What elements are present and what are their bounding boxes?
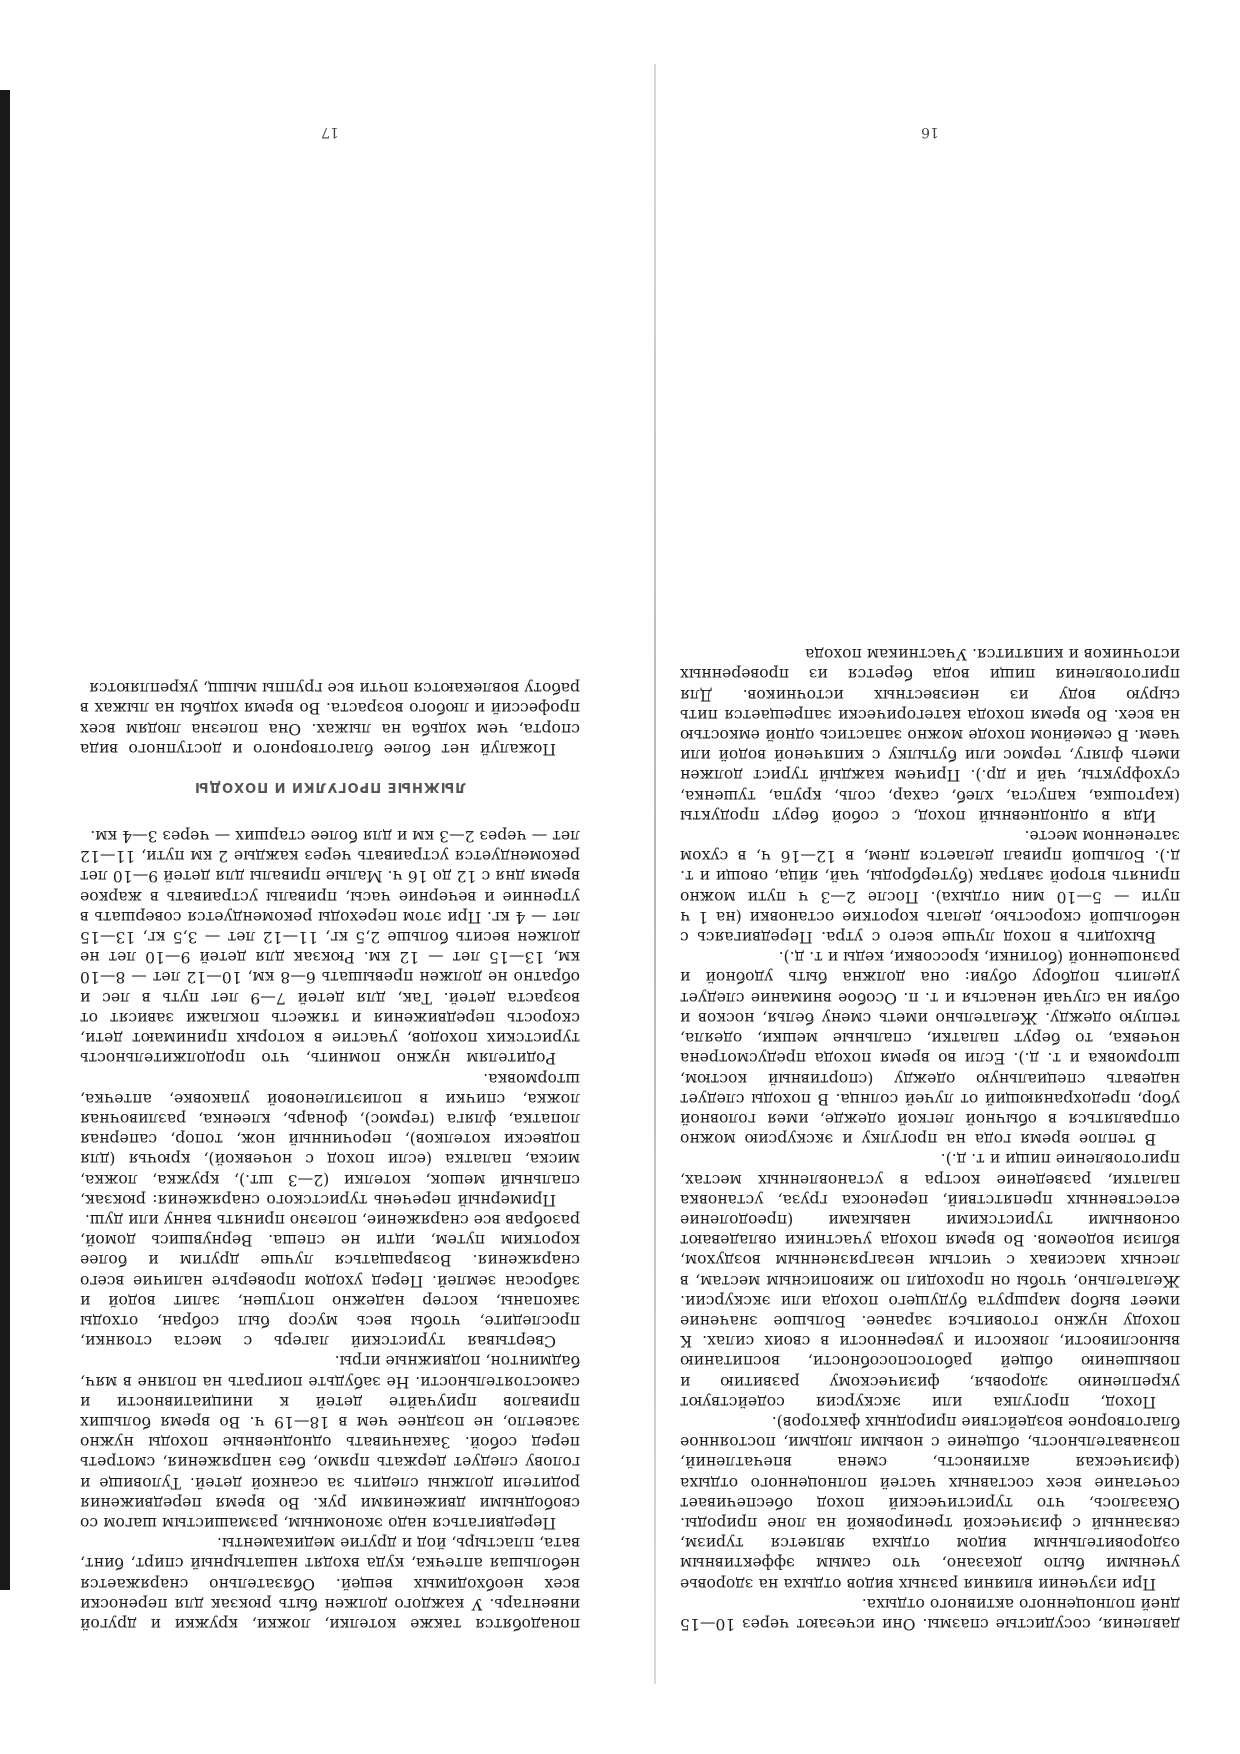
page-17-body [80,164,580,1634]
paragraph: При изучении влияния разных видов отдыха на здоровье учеными было доказано, что самым эффективным оздоровительным видом отдыха является туризм, связанный с физической тренировкой на лоне природы. Оказалось, что туристический поход обеспечивает сочетание всех составных частей полноценного отдыха (физическая активность, смена впечатлений, познавательность, общение с новыми людьми, постоянное благотворное воздействие природных факторов). [680,1412,1180,1593]
page-17 [80,74,580,1634]
book-gutter [654,64,656,1684]
page-16 [680,74,1180,1634]
paragraph: Идя в однодневный поход, с собой берут продукты (картошка, капуста, хлеб, сахар, соль, крупа, тушенка, сухофрукты, чай и др.). Причем каждый турист должен иметь флягу, термос или бутылку с кипяченой водой или чаем. В семейном походе можно запастись одной емкостью на всех. Во время похода категорически запрещается пить сырую воду из неизвестных источников. Для приготовления пищи вода берется из проверенных источников и кипятится. Участникам похода [680,645,1180,825]
section-heading: ЛЫЖНЫЕ ПРОГУЛКИ И ПОХОДЫ [194,778,466,794]
scan-edge-shadow [0,90,10,1590]
paragraph: Передвигаться надо экономным, размашистым шагом со свободными движениями рук. Во время передвижения родители должны следить за осанкой детей. Туловище и голову следует держать прямо, без напряжения, смотреть перед собой. Заканчивать однодневные походы нужно засветло, не позднее чем в 18—19 ч. Во время больших привалов приучайте детей к инициативности и самостоятельности. Не забудьте поиграть на поляне в мяч, бадминтон, подвижные игры. [80,1352,580,1532]
paragraph: Свертывая туристский лагерь с места стоянки, проследите, чтобы весь мусор был собран, отходы закопаны, костер надежно потушен, залит водой и забросан землей. Перед уходом проверьте наличие всего снаряжения. Возвращаться лучше другим и более коротким путем, идти не спеша. Вернувшись домой, разобрав все снаряжение, полезно принять ванну или душ. [80,1210,580,1351]
page-number: 16 [921,124,939,140]
paragraph: Выходить в поход лучше всего с утра. Передвигаясь с небольшой скоростью, делать короткие остановки (на 1 ч пути — 5—10 мин отдыха). После 2—3 ч пути можно принять второй завтрак (бутерброды, чай, яйца, овощи и т. д.). Большой привал делается днем, в 12—16 ч, в сухом затененном месте. [680,827,1180,947]
page-16-body [680,164,1180,1634]
paragraph: Поход, прогулка или экскурсия содействуют укреплению здоровья, физическому развитию и повышению общей работоспособности, воспитанию выносливости, ловкости и уверенности в своих силах. К походу нужно готовиться заранее. Большое значение имеет выбор маршрута будущего похода или экскурсии. Желательно, чтобы он проходил по живописным местам, в лесных массивах с чистым незагрязненным воздухом, вблизи водоемов. Во время похода участники овладевают основными туристскими навыками (преодоление естественных препятствий, переноска груза, установка палатки, разведение костра в установленных местах, приготовление пищи и т. д.). [680,1150,1180,1411]
paragraph: Пожалуй нет более благотворного и доступного вида спорта, чем ходьба на лыжах. Она полезна людям всех профессий и любого возраста. Во время ходьбы на лыжах в работу вовлекаются почти все группы мышц, укрепляются [80,679,580,758]
paragraph: Родителям нужно помнить, что продолжительность туристских походов, участие в которых принимают дети, скорость передвижения и тяжесть поклажи зависят от возраста детей. Так, для детей 7—9 лет путь в лес и обратно не должен превышать 6—8 км, 10—12 лет — 8—10 км, 13—15 лет — 12 км. Рюкзак для детей 9—10 лет не должен весить больше 2,5 кг, 11—12 лет — 3,5 кг, 13—15 лет — 4 кг. При этом переходы рекомендуется совершать в утренние и вечерние часы, привалы устраивать в жаркое время дня с 12 до 16 ч. Малые привалы для детей 9—10 лет рекомендуется устраивать через каждые 2 км пути, 11—12 лет — через 2—3 км и для более старших — через 3—4 км. [80,827,580,1068]
paragraph: Примерный перечень туристского снаряжения: рюкзак, спальный мешок, котелки (2—3 шт.), кружка, ложка, миска, палатка (если поход с ночевкой), крючья (для подвески котелков), перочинный нож, топор, саперная лопатка, фляга (термос), фонарь, клеенка, разливочная ложка, спички в полиэтиленовой упаковке, аптечка, штормовка. [80,1069,580,1209]
paragraph: понадобятся также котелки, ложки, кружки и другой инвентарь. У каждого должен быть рюкзак для переноски всех необходимых вещей. Обязательно снаряжается небольшая аптечка, куда входят нашатырный спирт, бинт, вата, пластырь, йод и другие медикаменты. [80,1534,580,1633]
paragraph: давления, сосудистые спазмы. Они исчезают через 10—15 дней полноценного активного отдыха. [680,1594,1180,1633]
page-number: 17 [321,124,339,140]
book-spread [20,0,1240,1754]
paragraph: В теплое время года на прогулку и экскурсию можно отправляться в обычной легкой одежде, имея головной убор, предохраняющий от лучей солнца. В походы следует надевать специальную одежду (спортивный костюм, штормовка и т. д.). Если во время похода предусмотрена ночевка, то берут палатки, спальные мешки, одеяла, теплую одежду. Желательно иметь смену белья, носков и обуви на случай ненастья и т. п. Особое внимание следует уделить подбору обуви: она должна быть удобной и разношенной (ботинки, кроссовки, кеды и т. д.). [680,948,1180,1149]
